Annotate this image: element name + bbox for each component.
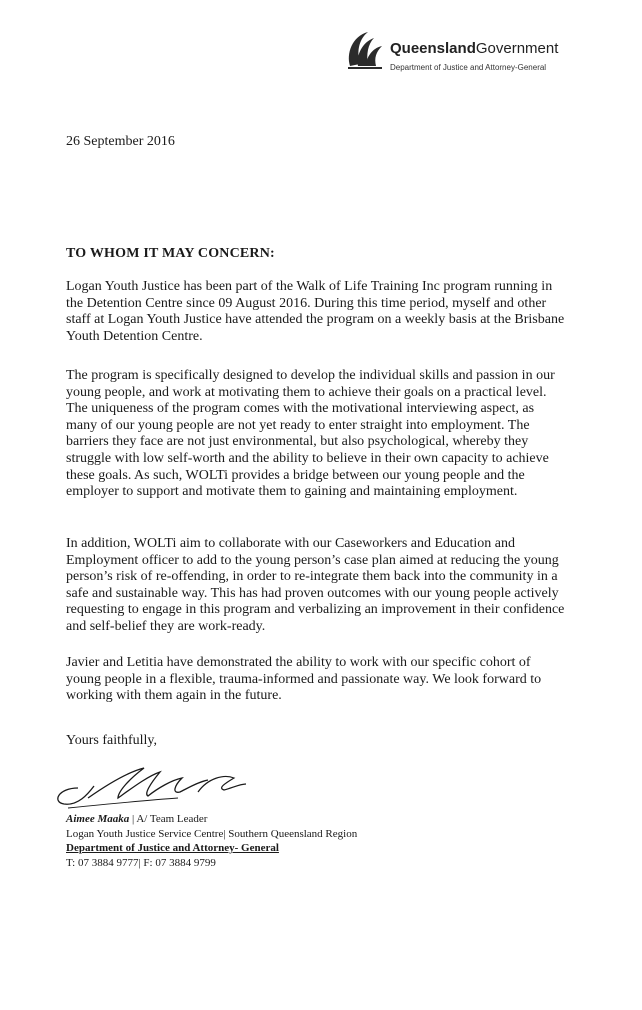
letter-date: 26 September 2016 (66, 134, 175, 149)
body-paragraph: In addition, WOLTi aim to collaborate with our Caseworkers and Education and Employment officer to add to the young person’s case plan aimed at reducing the young person’s risk of re-offending, in order to re-integrate them back into the community in a safe and sustainable way. This has had proven outcomes with our young people actively requesting to engage in this program and verbalizing an improvement in their confidence and self-belief they are work-ready. (66, 536, 565, 634)
signatory-office: Logan Youth Justice Service Centre| Southern Queensland Region (66, 827, 358, 840)
body-paragraph: Logan Youth Justice has been part of the Walk of Life Training Inc program running in the Detention Centre since 09 August 2016. During this time period, myself and other staff at Logan Youth Justice have attended the program on a weekly basis at the Brisbane Youth Detention Centre. (66, 279, 565, 344)
handwritten-signature (48, 758, 258, 814)
closing: Yours faithfully, (66, 733, 158, 748)
signatory-name: Aimee Maaka (66, 813, 130, 825)
brand-title: QueenslandGovernment (390, 40, 559, 57)
signatory-title: | A/ Team Leader (129, 813, 208, 825)
body-paragraph: Javier and Letitia have demonstrated the ability to work with our specific cohort of young people in a flexible, trauma-informed and passionate way. We look forward to working with them again in the future. (66, 655, 542, 704)
salutation: TO WHOM IT MAY CONCERN: (66, 246, 275, 261)
queensland-crest-icon (342, 28, 386, 72)
body-paragraph: The program is specifically designed to develop the individual skills and passion in our young people, and work at motivating them to achieve their goals on a practical level. The uniqueness of the program comes with the motivational interviewing aspect, as many of our young people are not yet ready to enter straight into employment. The barriers they face are not just environmental, but also psychological, whereby they struggle with low self-worth and the ability to believe in their own capacity to achieve these goals. As such, WOLTi provides a bridge between our young people and the employer to support and motivate them to gaining and maintaining employment. (66, 368, 555, 500)
signature-block (66, 812, 357, 870)
letterhead-logo (342, 24, 582, 84)
signatory-department: Department of Justice and Attorney- General (66, 842, 279, 854)
signatory-phone: T: 07 3884 9777| F: 07 3884 9799 (66, 856, 216, 869)
signatory-name-line (66, 812, 357, 827)
department-subtitle: Department of Justice and Attorney-General (390, 63, 547, 72)
